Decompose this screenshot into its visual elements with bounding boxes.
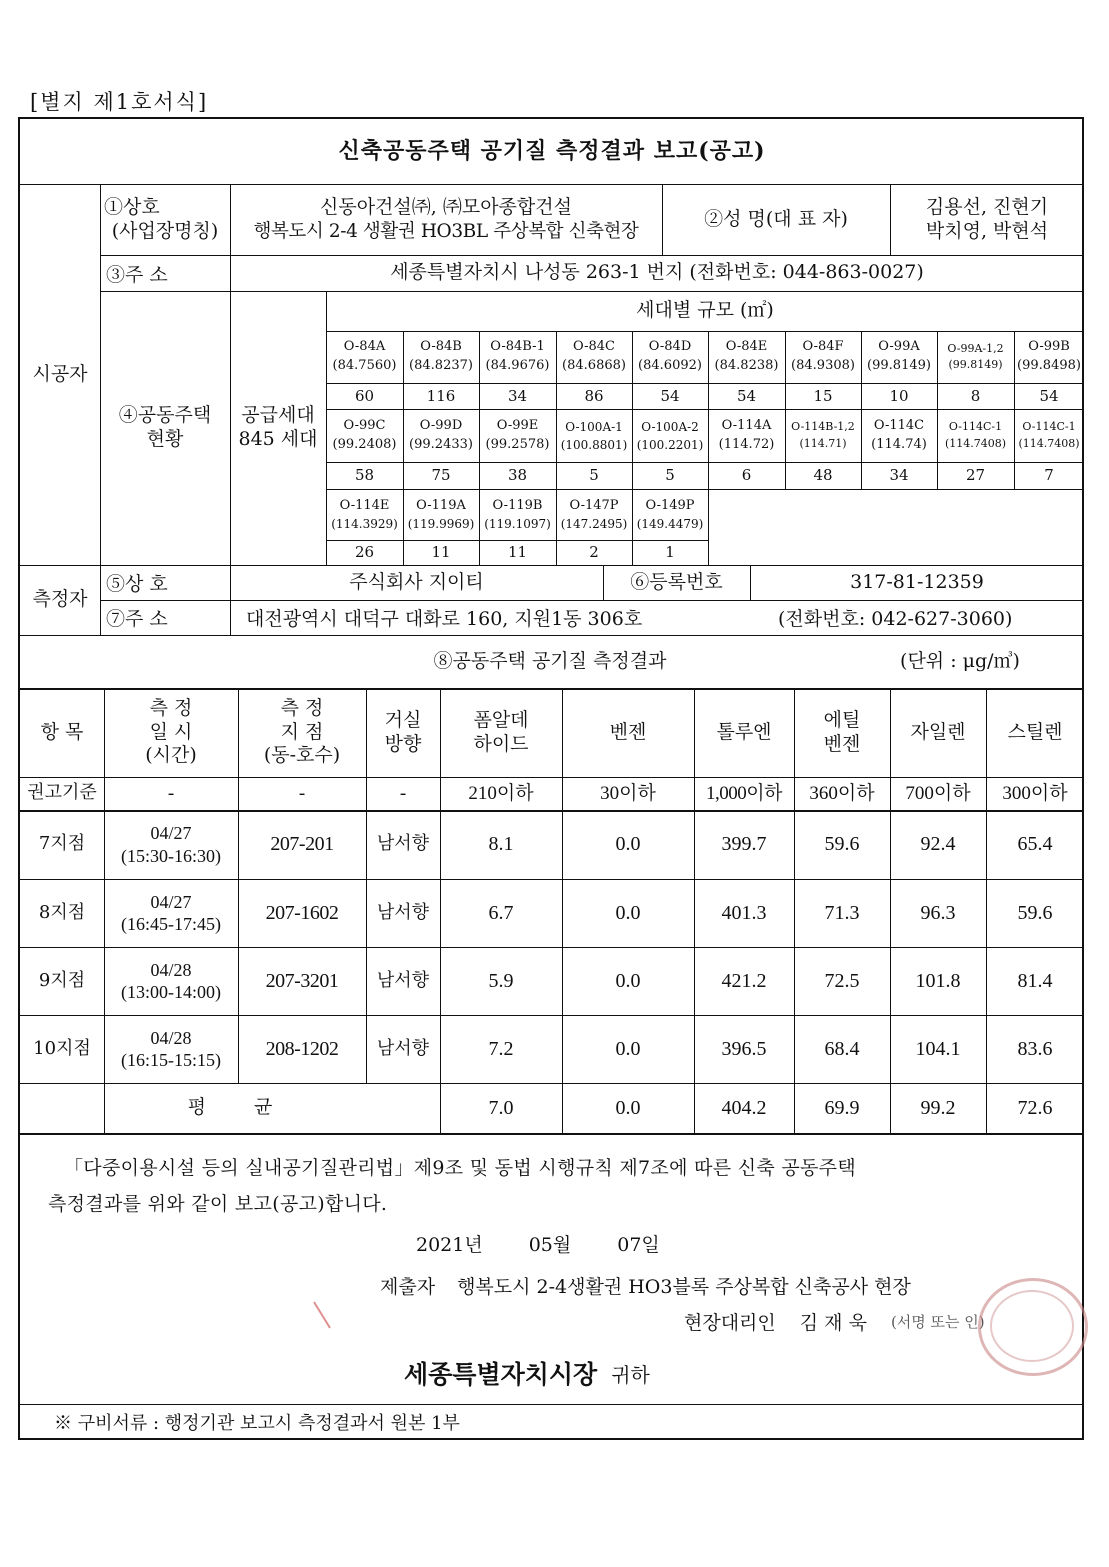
unit-area: (99.8149) xyxy=(867,358,931,373)
representative-line2: 박치영, 박현석 xyxy=(925,219,1049,242)
submitter xyxy=(380,1269,1082,1301)
report-year: 2021년 xyxy=(416,1233,483,1256)
unit-area: (84.9676) xyxy=(485,358,550,373)
site-agent-name: 김 재 욱 xyxy=(799,1311,867,1334)
unit-type-cell xyxy=(403,489,479,540)
measure-point: 207-1602 xyxy=(265,901,339,924)
supply-units-value: 845 세대 xyxy=(238,428,318,450)
representative-line1: 김용선, 진현기 xyxy=(925,195,1049,218)
col-header-formaldehyde-line: 하이드 xyxy=(473,732,529,755)
unit-type-cell xyxy=(403,331,479,383)
col-header-point-line: (동-호수) xyxy=(263,744,341,767)
styrene-value: 59.6 xyxy=(1017,901,1053,924)
point-label: 7지점 xyxy=(38,833,86,855)
unit-type: O-100A-1 xyxy=(565,419,623,434)
official-seal-inner-icon xyxy=(990,1290,1074,1362)
measure-datetime xyxy=(104,1015,238,1083)
unit-count: 27 xyxy=(965,466,986,485)
unit-count: 86 xyxy=(584,386,604,405)
unit-area: (99.8498) xyxy=(1017,358,1081,373)
ethylbenzene-value: 71.3 xyxy=(824,901,860,924)
company-name-label-line2: (사업장명칭) xyxy=(111,219,219,242)
ethylbenzene-value: 59.6 xyxy=(824,833,860,855)
standard-point: - xyxy=(298,782,306,804)
unit-type-cell xyxy=(861,409,937,462)
average-label xyxy=(20,1083,440,1133)
unit-type: O-99D xyxy=(419,417,463,433)
ethylbenzene-value: 68.4 xyxy=(824,1037,860,1060)
unit-type-cell xyxy=(479,409,556,462)
col-header-datetime-line: 일 시 xyxy=(149,720,193,743)
housing-status-label-line2: 현황 xyxy=(146,428,184,450)
xylene-value: 101.8 xyxy=(915,969,961,992)
unit-type: O-99B xyxy=(1028,339,1070,355)
report-day: 07일 xyxy=(617,1233,660,1256)
average-label-char: 평 xyxy=(187,1096,206,1119)
addressee-suffix: 귀하 xyxy=(611,1362,650,1387)
measure-datetime xyxy=(104,947,238,1015)
point-label: 9지점 xyxy=(38,969,86,991)
col-header-datetime xyxy=(104,688,238,777)
statement-line-1: 「다중이용시설 등의 실내공기질관리법」제9조 및 동법 시행규칙 제7조에 따른 신축 공동주택 xyxy=(64,1156,856,1179)
statement-line-2: 측정결과를 위와 같이 보고(공고)합니다. xyxy=(48,1192,388,1215)
unit-type: O-99A xyxy=(878,339,920,355)
unit-area: (84.8237) xyxy=(409,358,473,373)
col-header-toluene: 톨루엔 xyxy=(716,720,772,743)
measure-time: (16:45-17:45) xyxy=(121,914,221,934)
standard-value: 700이하 xyxy=(905,782,971,804)
unit-count: 54 xyxy=(660,386,680,405)
unit-count: 26 xyxy=(354,543,375,562)
col-header-formaldehyde-line: 폼알데 xyxy=(473,708,529,731)
col-header-ethylbenzene-line: 벤젠 xyxy=(823,732,861,755)
col-header-point-line: 측 정 xyxy=(280,696,324,719)
registration-value: 317-81-12359 xyxy=(850,570,984,593)
average-toluene: 404.2 xyxy=(721,1096,767,1119)
unit-type-cell xyxy=(556,331,632,383)
benzene-value: 0.0 xyxy=(615,833,641,855)
measurer-phone: (전화번호: 042-627-3060) xyxy=(778,608,1013,630)
constructor-address-value: 세종특별자치시 나성동 263-1 번지 (전화번호: 044-863-0027) xyxy=(390,261,924,284)
measure-point: 208-1202 xyxy=(265,1037,339,1060)
unit-type-cell xyxy=(632,331,708,383)
standard-value: 210이하 xyxy=(468,782,534,804)
unit-type-cell xyxy=(326,331,403,383)
measurer-address-value: 대전광역시 대덕구 대화로 160, 지원1동 306호 xyxy=(246,608,643,630)
unit-type: O-119A xyxy=(416,497,466,513)
unit-type: O-99E xyxy=(496,417,539,433)
unit-type: O-119B xyxy=(492,497,543,513)
unit-type: O-84F xyxy=(802,339,844,355)
standard-value: 1,000이하 xyxy=(706,782,782,804)
supply-units xyxy=(230,291,326,565)
company-name-label xyxy=(100,184,230,255)
pen-mark-icon xyxy=(310,1298,340,1338)
col-header-point-line: 지 점 xyxy=(280,720,324,743)
company-name-line1: 신동아건설㈜, ㈜모아종합건설 xyxy=(320,196,572,219)
company-name-value xyxy=(230,184,662,255)
average-ethylbenzene: 69.9 xyxy=(824,1096,860,1119)
unit-type: O-84B-1 xyxy=(490,339,545,355)
unit-count: 34 xyxy=(507,386,528,405)
unit-area: (84.7560) xyxy=(332,358,397,373)
col-header-ethylbenzene-line: 에틸 xyxy=(823,708,861,731)
unit-area: (114.71) xyxy=(799,436,847,450)
unit-type-cell xyxy=(937,409,1014,462)
col-header-point xyxy=(238,688,366,777)
formaldehyde-value: 8.1 xyxy=(488,833,514,855)
report-date xyxy=(416,1227,816,1259)
constructor-address-label: ③주 소 xyxy=(106,263,168,286)
measure-datetime xyxy=(104,810,238,879)
unit-type: O-84A xyxy=(343,339,386,355)
col-header-item: 항 목 xyxy=(40,720,84,743)
unit-count: 5 xyxy=(665,466,675,485)
unit-count: 54 xyxy=(736,386,757,405)
unit-type-cell xyxy=(937,331,1014,383)
signature-note: (서명 또는 인) xyxy=(890,1312,985,1331)
measure-time: (15:30-16:30) xyxy=(121,845,221,866)
toluene-value: 401.3 xyxy=(721,901,767,924)
unit-count: 2 xyxy=(589,543,599,562)
styrene-value: 65.4 xyxy=(1017,833,1053,855)
standard-label: 권고기준 xyxy=(27,782,97,804)
unit-type-cell xyxy=(403,409,479,462)
unit-type-cell xyxy=(479,331,556,383)
formaldehyde-value: 6.7 xyxy=(488,901,514,924)
unit-area: (114.7408) xyxy=(1018,436,1080,450)
results-title: ⑧공동주택 공기질 측정결과 xyxy=(433,649,667,672)
unit-area: (99.2408) xyxy=(332,436,397,452)
addressee-name: 세종특별자치시장 xyxy=(404,1360,598,1389)
unit-type: O-114B-1,2 xyxy=(791,420,855,433)
unit-type: O-84D xyxy=(648,339,692,355)
unit-type: O-84C xyxy=(572,339,615,355)
unit-area: (99.8149) xyxy=(948,358,1003,371)
unit-area: (147.2495) xyxy=(560,517,628,532)
toluene-value: 399.7 xyxy=(721,833,767,855)
benzene-value: 0.0 xyxy=(615,901,641,924)
unit-type-cell xyxy=(326,409,403,462)
unit-type-cell xyxy=(785,331,861,383)
unit-type-cell xyxy=(708,409,785,462)
attachment-note: ※ 구비서류 : 행정기관 보고시 측정결과서 원본 1부 xyxy=(54,1413,460,1434)
unit-type: O-114A xyxy=(721,417,772,433)
col-header-ethylbenzene xyxy=(794,688,890,777)
living-room-direction: 남서향 xyxy=(376,833,430,855)
standard-datetime: - xyxy=(167,782,175,804)
average-formaldehyde: 7.0 xyxy=(488,1096,514,1119)
unit-area: (119.1097) xyxy=(484,517,551,532)
unit-type: O-114C-1 xyxy=(1022,420,1076,433)
xylene-value: 96.3 xyxy=(920,901,956,924)
col-header-xylene: 자일렌 xyxy=(910,720,966,743)
unit-area: (149.4479) xyxy=(636,517,704,532)
addressee xyxy=(404,1353,904,1393)
unit-type-cell xyxy=(479,489,556,540)
measure-date: 04/28 xyxy=(150,1027,192,1048)
unit-area: (119.9969) xyxy=(407,517,475,532)
results-unit: (단위 : μg/㎥) xyxy=(900,649,1020,672)
unit-type: O-84B xyxy=(420,339,462,355)
unit-area: (100.2201) xyxy=(636,437,704,452)
col-header-styrene: 스틸렌 xyxy=(1007,720,1063,743)
col-header-datetime-line: (시간) xyxy=(145,744,197,767)
toluene-value: 421.2 xyxy=(721,969,767,992)
site-agent-label: 현장대리인 xyxy=(684,1311,776,1334)
average-benzene: 0.0 xyxy=(615,1096,641,1119)
living-room-direction: 남서향 xyxy=(376,969,430,991)
col-header-benzene: 벤젠 xyxy=(609,720,647,743)
representative-value xyxy=(890,184,1084,255)
report-form xyxy=(18,117,1084,1440)
unit-count: 34 xyxy=(889,466,909,485)
unit-count: 116 xyxy=(426,386,456,405)
measure-time: (16:15-15:15) xyxy=(121,1050,221,1070)
unit-type-cell xyxy=(708,331,785,383)
unit-count: 6 xyxy=(741,466,752,485)
point-label: 10지점 xyxy=(33,1037,91,1059)
living-room-direction: 남서향 xyxy=(376,1037,430,1059)
styrene-value: 83.6 xyxy=(1017,1037,1053,1060)
unit-area: (84.6092) xyxy=(638,358,702,373)
unit-count: 38 xyxy=(507,466,528,485)
formaldehyde-value: 5.9 xyxy=(488,969,514,992)
unit-count: 1 xyxy=(665,543,675,562)
representative-label: ②성 명(대 표 자) xyxy=(704,207,848,230)
unit-type: O-84E xyxy=(725,339,768,355)
measure-date: 04/27 xyxy=(150,823,192,843)
unit-type: O-100A-2 xyxy=(641,419,699,434)
registration-label: ⑥등록번호 xyxy=(630,570,723,593)
unit-area: (114.7408) xyxy=(944,436,1007,450)
formaldehyde-value: 7.2 xyxy=(488,1037,514,1060)
unit-area: (114.3929) xyxy=(331,517,398,532)
average-xylene: 99.2 xyxy=(920,1096,956,1119)
average-styrene: 72.6 xyxy=(1017,1096,1053,1119)
unit-type-cell xyxy=(1014,409,1084,462)
unit-count: 7 xyxy=(1044,466,1054,485)
unit-type-cell xyxy=(326,489,403,540)
unit-count: 5 xyxy=(589,466,599,485)
unit-type-cell xyxy=(556,489,632,540)
toluene-value: 396.5 xyxy=(721,1037,767,1060)
ethylbenzene-value: 72.5 xyxy=(824,969,860,992)
unit-area: (99.2578) xyxy=(485,436,550,452)
unit-type: O-114C xyxy=(873,417,925,433)
unit-type: O-99C xyxy=(343,417,386,433)
housing-status-label xyxy=(100,291,230,565)
styrene-value: 81.4 xyxy=(1017,969,1053,992)
unit-type: O-147P xyxy=(569,497,619,513)
benzene-value: 0.0 xyxy=(615,1037,641,1060)
measurer-section-label: 측정자 xyxy=(32,588,88,611)
unit-area: (99.2433) xyxy=(409,436,473,452)
unit-count: 8 xyxy=(970,386,981,405)
col-header-direction xyxy=(366,688,440,777)
col-header-datetime-line: 측 정 xyxy=(149,696,193,719)
unit-area: (114.72) xyxy=(718,436,775,452)
point-label: 8지점 xyxy=(38,901,86,923)
housing-status-label-line1: ④공동주택 xyxy=(118,404,212,427)
unit-type-cell xyxy=(556,409,632,462)
measure-date: 04/28 xyxy=(150,959,192,980)
unit-count: 15 xyxy=(813,386,833,405)
measurer-name-label: ⑤상 호 xyxy=(106,573,168,595)
unit-type-cell xyxy=(1014,331,1084,383)
submitter-label: 제출자 xyxy=(380,1275,436,1298)
measurer-address-label: ⑦주 소 xyxy=(106,608,168,630)
benzene-value: 0.0 xyxy=(615,969,641,992)
company-name-line2: 행복도시 2-4 생활권 HO3BL 주상복합 신축현장 xyxy=(253,220,639,242)
unit-count: 58 xyxy=(354,466,375,485)
unit-type-cell xyxy=(632,489,708,540)
measure-point: 207-3201 xyxy=(265,969,339,992)
standard-value: 300이하 xyxy=(1002,782,1068,804)
unit-count: 75 xyxy=(431,466,451,485)
col-header-direction-line: 방향 xyxy=(384,732,422,755)
unit-count: 11 xyxy=(431,543,451,562)
col-header-direction-line: 거실 xyxy=(384,708,422,731)
unit-count: 54 xyxy=(1039,386,1059,405)
unit-area: (84.6868) xyxy=(562,358,626,373)
xylene-value: 104.1 xyxy=(915,1037,961,1060)
standard-direction: - xyxy=(399,782,407,804)
unit-type: O-114C-1 xyxy=(948,420,1003,433)
measure-point: 207-201 xyxy=(270,833,334,855)
submitter-value: 행복도시 2-4생활권 HO3블록 주상복합 신축공사 현장 xyxy=(457,1275,911,1298)
unit-area: (84.9308) xyxy=(791,358,855,373)
report-month: 05월 xyxy=(528,1233,572,1256)
measure-datetime xyxy=(104,879,238,947)
unit-count: 10 xyxy=(889,386,909,405)
unit-type-cell xyxy=(632,409,708,462)
company-name-label-line1: ①상호 xyxy=(104,195,160,218)
unit-count: 60 xyxy=(354,386,375,405)
unit-area: (84.8238) xyxy=(714,358,779,373)
constructor-section-label: 시공자 xyxy=(32,362,88,385)
unit-count: 48 xyxy=(813,466,833,485)
form-title: 신축공동주택 공기질 측정결과 보고(공고) xyxy=(338,137,766,164)
measure-date: 04/27 xyxy=(150,891,192,912)
measure-time: (13:00-14:00) xyxy=(121,982,221,1002)
unit-area: (100.8801) xyxy=(560,437,628,452)
measurer-name-value: 주식회사 지이티 xyxy=(349,570,484,593)
average-label-char: 균 xyxy=(254,1096,273,1119)
standard-value: 360이하 xyxy=(809,782,875,804)
unit-area: (114.74) xyxy=(871,436,927,452)
form-label: [별지 제1호서식] xyxy=(30,90,209,114)
xylene-value: 92.4 xyxy=(920,833,956,855)
standard-value: 30이하 xyxy=(600,782,656,804)
unit-count: 11 xyxy=(507,543,528,562)
living-room-direction: 남서향 xyxy=(376,901,430,923)
unit-type: O-99A-1,2 xyxy=(947,341,1004,355)
unit-type: O-149P xyxy=(645,497,695,513)
unit-type: O-114E xyxy=(339,497,390,513)
unit-scale-label: 세대별 규모 (㎡) xyxy=(636,299,774,322)
unit-type-cell xyxy=(785,409,861,462)
col-header-formaldehyde xyxy=(440,688,562,777)
unit-type-cell xyxy=(861,331,937,383)
supply-units-label: 공급세대 xyxy=(241,404,315,427)
